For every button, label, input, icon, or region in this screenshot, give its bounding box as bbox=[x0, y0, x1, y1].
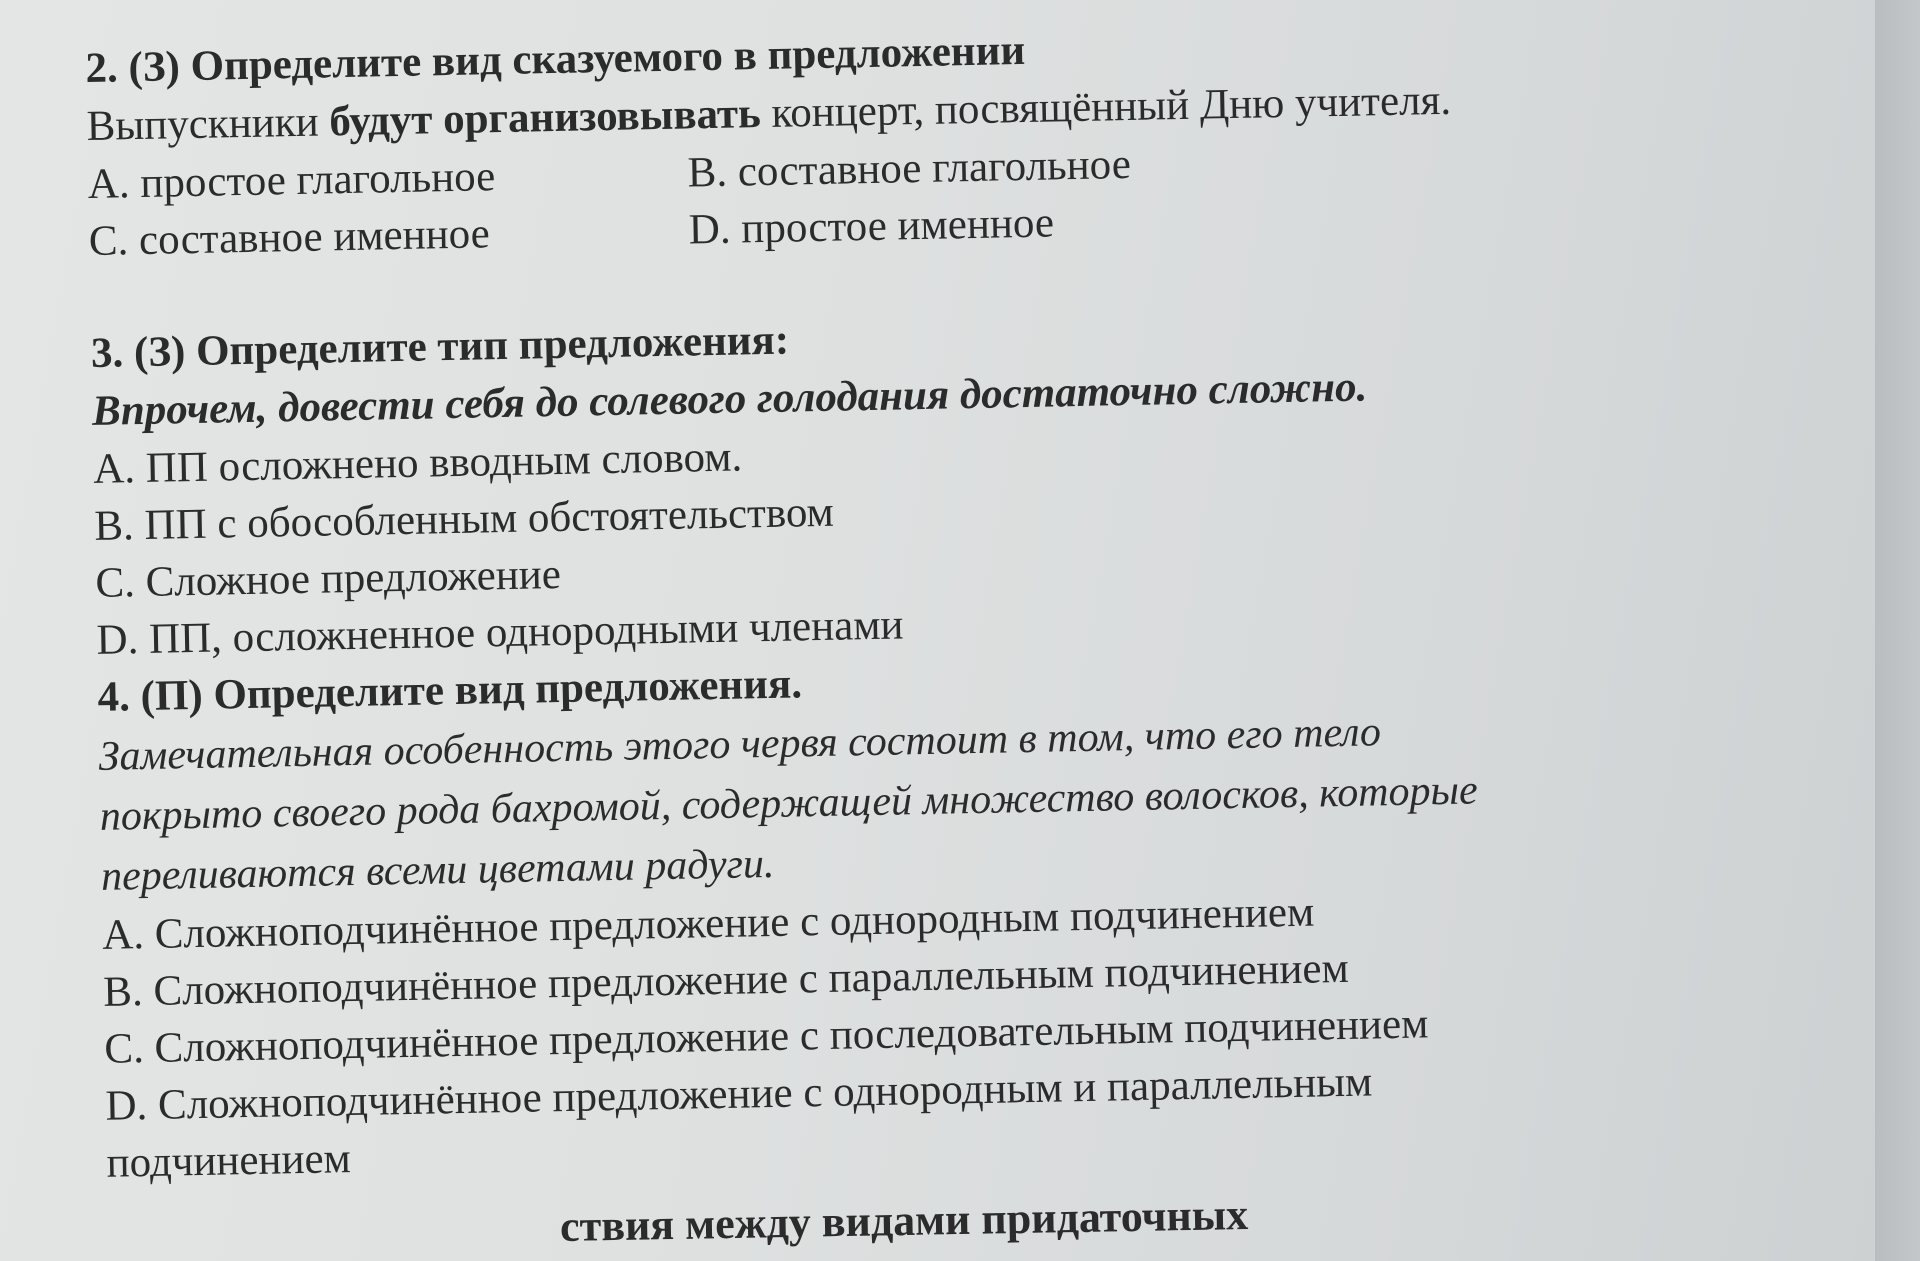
question-2-heading: 2. (З) Определите вид сказуемого в предложении bbox=[85, 26, 1026, 92]
question-3-sentence: Впрочем, довести себя до солевого голодания достаточно сложно. bbox=[91, 363, 1368, 435]
question-4-sentence-line-2: покрыто своего рода бахромой, содержащей множество волосков, которые bbox=[99, 767, 1479, 840]
option-c: С. Сложное предложение bbox=[94, 550, 562, 607]
worksheet-content bbox=[85, 8, 1787, 1192]
question-2 bbox=[85, 8, 1769, 270]
option-b: В. ПП с обособленным обстоятельством bbox=[93, 488, 835, 550]
predicate-highlight: будут организовывать bbox=[328, 90, 762, 146]
question-3-heading: 3. (З) Определите тип предложения: bbox=[90, 316, 790, 377]
option-d: D. простое именное bbox=[688, 199, 1055, 254]
option-c: С. составное именное bbox=[88, 210, 491, 265]
option-b: В. составное глагольное bbox=[687, 140, 1132, 197]
question-4-heading: 4. (П) Определите вид предложения. bbox=[97, 660, 803, 721]
option-a: А. ПП осложнено вводным словом. bbox=[92, 433, 743, 493]
question-2-sentence: Выпускники будут организовывать концерт, посвящённый Дню учителя. bbox=[86, 76, 1452, 150]
question-4-sentence-line-3: переливаются всеми цветами радуги. bbox=[100, 840, 775, 900]
option-d: D. Сложноподчинённое предложение с однородным и параллельным bbox=[105, 1058, 1373, 1130]
question-4-sentence-line-1: Замечательная особенность этого червя состоит в том, что его тело bbox=[98, 709, 1382, 780]
option-c: С. Сложноподчинённое предложение с последовательным подчинением bbox=[103, 1000, 1429, 1073]
question-4 bbox=[97, 637, 1787, 1192]
option-a: А. Сложноподчинённое предложение с однородным подчинением bbox=[101, 888, 1315, 959]
option-b: В. Сложноподчинённое предложение с параллельным подчинением bbox=[102, 944, 1350, 1016]
option-d-continuation: подчинением bbox=[106, 1135, 352, 1187]
question-3 bbox=[90, 293, 1776, 669]
next-task-heading-fragment: ствия между видами придаточных bbox=[559, 1189, 1249, 1252]
background-surface bbox=[1875, 0, 1920, 1261]
option-a: А. простое глагольное bbox=[87, 153, 496, 208]
option-d: D. ПП, осложненное однородными членами bbox=[96, 601, 904, 664]
